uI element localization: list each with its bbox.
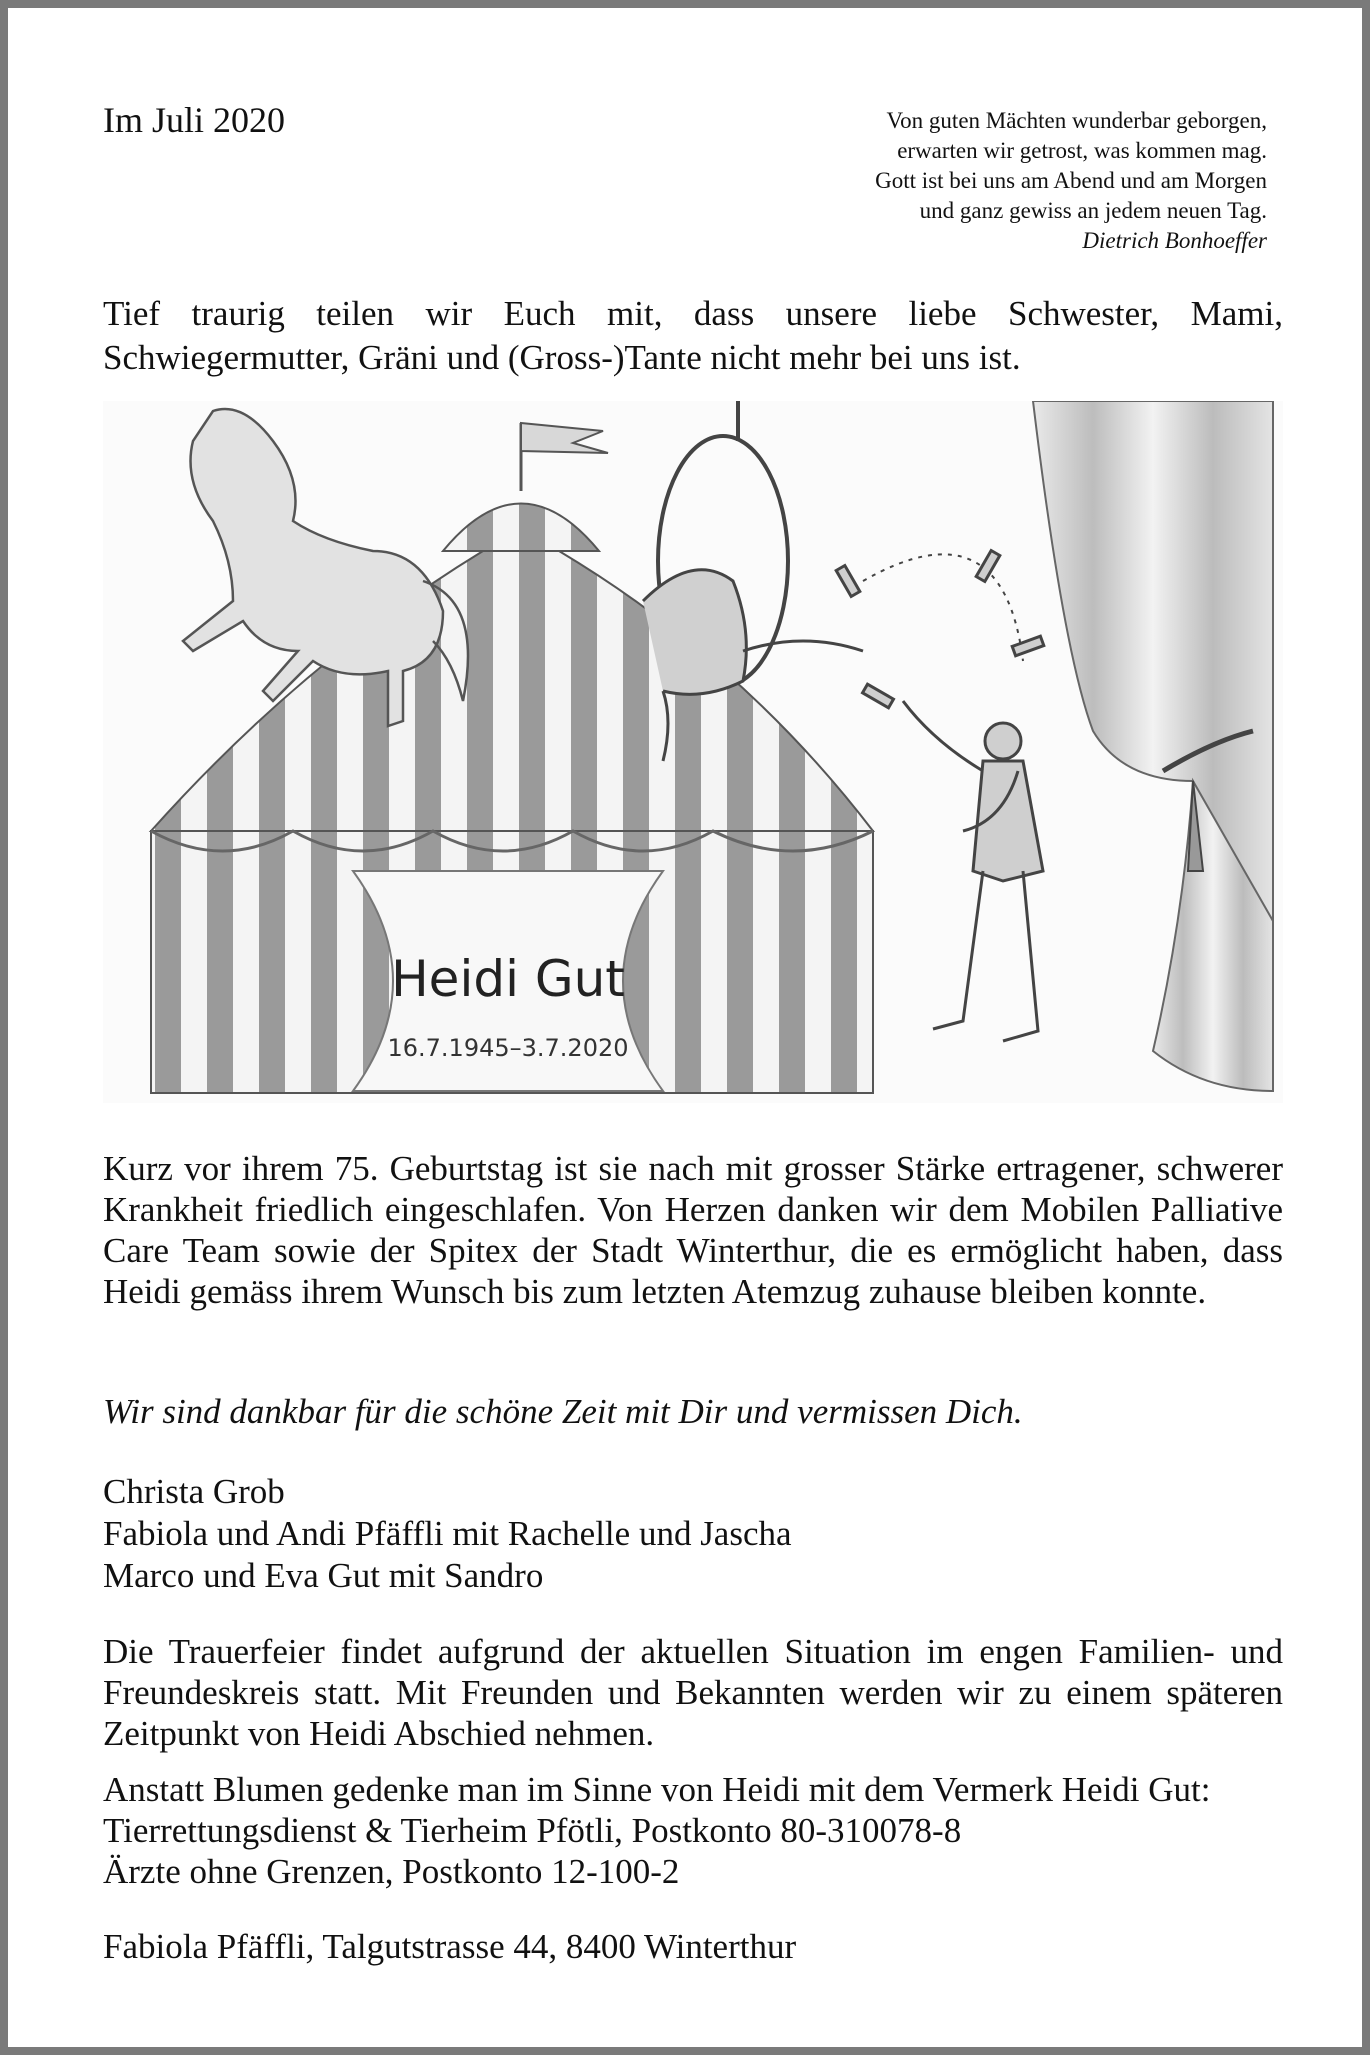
poem-line: Gott ist bei uns am Abend und am Morgen <box>875 168 1267 193</box>
poem-quote <box>707 106 1267 256</box>
poem-line: Von guten Mächten wunderbar geborgen, <box>886 108 1267 133</box>
poem-author: Dietrich Bonhoeffer <box>1082 228 1267 253</box>
mourner-name: Fabiola und Andi Pfäffli mit Rachelle und Jascha <box>103 1514 792 1553</box>
paragraph-condolence: Kurz vor ihrem 75. Geburtstag ist sie nach mit grosser Stärke ertragener, schwerer Krankheit friedlich eingeschlafen. Von Herzen danken wir dem Mobilen Palliative Care Team sowie der Spitex der Stadt Winterthur, die es ermöglicht haben, dass Heidi gemäss ihrem Wunsch bis zum letzten Atemzug zuhause bleiben konnte. <box>103 1149 1283 1311</box>
mourners-list <box>103 1471 792 1597</box>
donation-line: Tierrettungsdienst & Tierheim Pfötli, Postkonto 80-310078-8 <box>103 1811 962 1850</box>
contact-address: Fabiola Pfäffli, Talgutstrasse 44, 8400 Winterthur <box>103 1927 797 1966</box>
intro-text: Tief traurig teilen wir Euch mit, dass unsere liebe Schwester, Mami, Schwiegermutter, Gräni und (Gross-)Tante nicht mehr bei uns ist. <box>103 294 1283 377</box>
circus-drawing <box>103 401 1283 1103</box>
donation-line: Ärzte ohne Grenzen, Postkonto 12-100-2 <box>103 1852 680 1891</box>
donation-line: Anstatt Blumen gedenke man im Sinne von Heidi mit dem Vermerk Heidi Gut: <box>103 1770 1211 1809</box>
drawing-name-label: Heidi Gut <box>391 950 625 1008</box>
poem-line: und ganz gewiss an jedem neuen Tag. <box>919 198 1267 223</box>
donations-block <box>103 1769 1211 1892</box>
drawing-dates-label: 16.7.1945–3.7.2020 <box>387 1034 629 1062</box>
thanks-line: Wir sind dankbar für die schöne Zeit mit Dir und vermissen Dich. <box>103 1392 1023 1431</box>
mourner-name: Marco und Eva Gut mit Sandro <box>103 1556 544 1595</box>
paragraph-funeral: Die Trauerfeier findet aufgrund der aktuellen Situation im engen Familien- und Freundeskreis statt. Mit Freunden und Bekannten werden wir zu einem späteren Zeitpunkt von Heidi Abschied nehmen. <box>103 1632 1283 1753</box>
mourner-name: Christa Grob <box>103 1472 285 1511</box>
date-line: Im Juli 2020 <box>103 100 286 140</box>
poem-line: erwarten wir getrost, was kommen mag. <box>897 138 1267 163</box>
